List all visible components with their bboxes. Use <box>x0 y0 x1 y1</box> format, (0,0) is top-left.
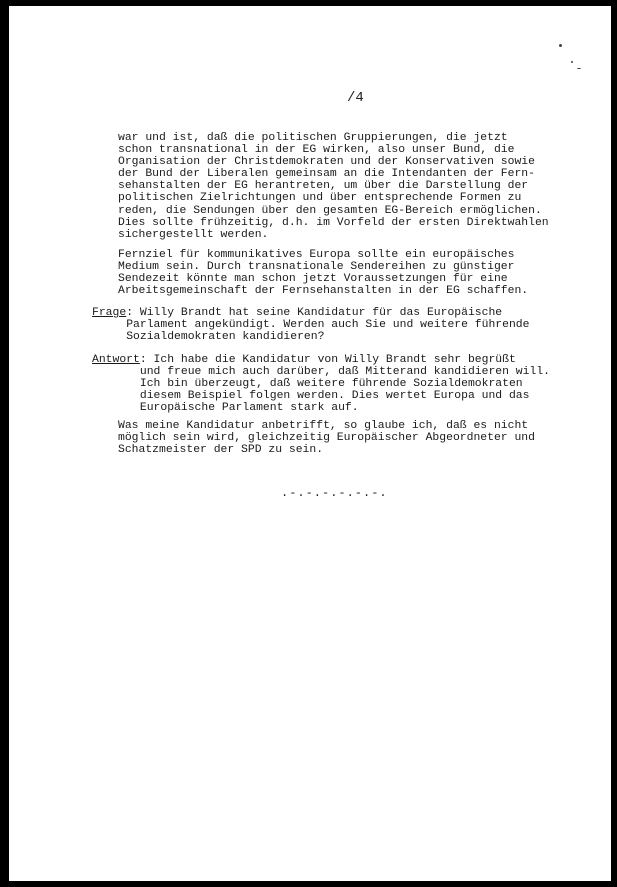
answer-label: Antwort <box>92 353 140 366</box>
paragraph: war und ist, daß die politischen Gruppierungen, die jetzt schon transnational in der EG wirken, also unser Bund, die Organisation der Christdemokraten und der Konservativen sowie der Bund der Liberalen gemeinsam an die Intendanten der Fern- sehanstalten der EG herantreten, um über die Darstellung der politischen Zielrichtungen und über entsprechende Formen zu reden, die Sendungen über den gesamten EG-Bereich ermöglichen. Dies sollte frühzeitig, d.h. im Vorfeld der ersten Direktwahlen sichergestellt werden. <box>118 132 549 241</box>
answer-block <box>92 354 582 414</box>
question-label: Frage <box>92 307 127 320</box>
answer-text: : Ich habe die Kandidatur von Willy Brandt sehr begrüßt und freue mich auch darüber, daß Mitterand kandidieren will. Ich bin überzeugt, daß weitere führende Sozialdemokraten diesem Beispiel folgen werden. Dies wertet Europa und das Europäische Parlament stark auf. <box>139 353 550 414</box>
scan-speck <box>559 44 562 47</box>
question-block <box>92 307 582 343</box>
document-page <box>9 6 611 881</box>
scan-speck <box>571 61 573 63</box>
page-number: /4 <box>347 90 364 106</box>
scan-speck <box>577 68 581 69</box>
answer-continuation: Was meine Kandidatur anbetrifft, so glaube ich, daß es nicht möglich sein wird, gleichzeitig Europäischer Abgeordneter und Schatzmeister der SPD zu sein. <box>118 419 535 457</box>
closing-mark: .-.-.-.-.-.-. <box>281 486 388 500</box>
paragraph: Fernziel für kommunikatives Europa sollte ein europäisches Medium sein. Durch transnationale Sendereihen zu günstiger Sendezeit könnte man schon jetzt Voraussetzungen für eine Arbeitsgemeinschaft der Fernsehanstalten in der EG schaffen. <box>118 248 529 298</box>
question-text: : Willy Brandt hat seine Kandidatur für das Europäische Parlament angekündigt. Werden auch Sie und weitere führende Sozialdemokraten kandidieren? <box>126 307 530 344</box>
document-body <box>92 132 582 464</box>
